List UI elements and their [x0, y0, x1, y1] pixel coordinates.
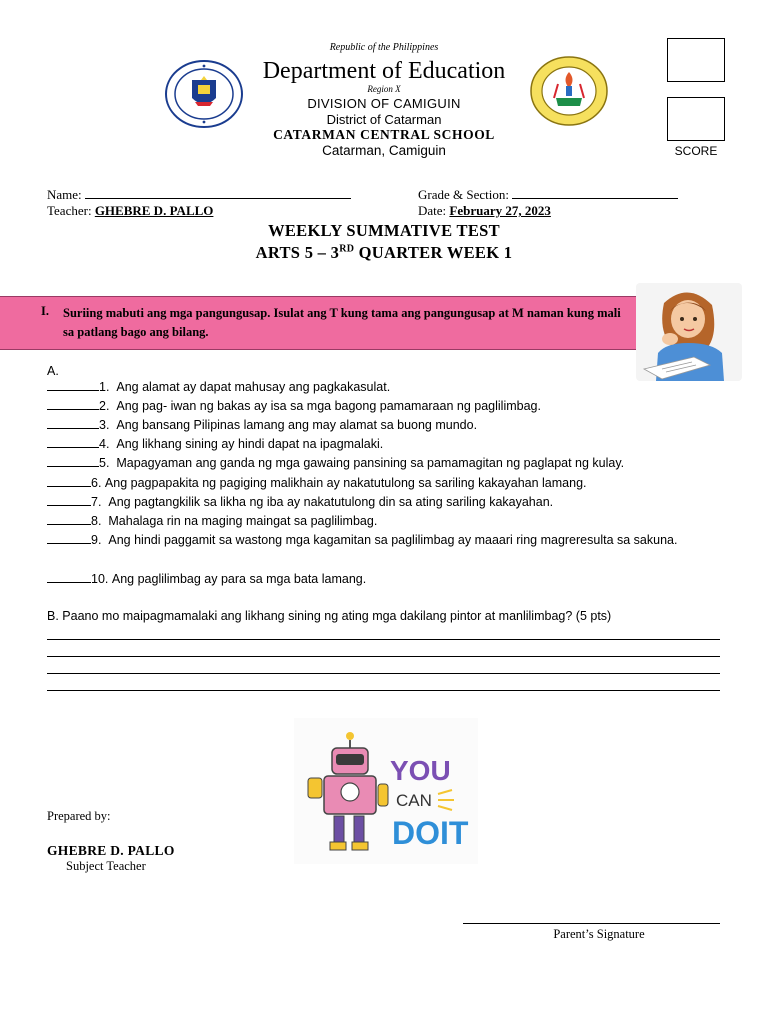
part-b-question: B. Paano mo maipagmamalaki ang likhang sining ng ating mga dakilang pintor at manlilimbag? (5 pts) — [47, 609, 612, 623]
name-label: Name: — [47, 187, 82, 202]
list-item — [47, 436, 722, 452]
item-number: 4. — [99, 437, 110, 451]
list-item — [47, 571, 722, 587]
date-value: February 27, 2023 — [449, 203, 551, 218]
item-text: Ang paglilimbag ay para sa mga bata lamang. — [111, 572, 367, 586]
item-number: 6. — [91, 476, 102, 490]
score-box-top[interactable] — [667, 38, 725, 82]
list-item — [47, 455, 722, 471]
prepared-by-label: Prepared by: — [47, 809, 111, 823]
list-item — [47, 379, 722, 395]
date-row — [418, 203, 551, 219]
item-number: 5. — [99, 456, 110, 470]
list-item — [47, 475, 722, 491]
item-text: Ang pag- iwan ng bakas ay isa sa mga bagong pamamaraan ng paglilimbag. — [116, 399, 541, 413]
list-item — [47, 513, 722, 529]
item-text: Ang pagpapakita ng pagiging malikhain ay nakatutulong sa sariling kakayahan lamang. — [104, 476, 587, 490]
answer-blank-2[interactable] — [47, 398, 99, 410]
subtitle-suffix: QUARTER WEEK 1 — [354, 243, 513, 262]
item-number: 2. — [99, 399, 110, 413]
item-text: Ang bansang Pilipinas lamang ang may alamat sa buong mundo. — [116, 418, 478, 432]
test-subtitle — [0, 243, 768, 263]
prepared-by-title: Subject Teacher — [66, 859, 146, 873]
list-item — [47, 494, 722, 510]
answer-blank-5[interactable] — [47, 455, 99, 467]
item-number: 1. — [99, 380, 110, 394]
item-number: 9. — [91, 533, 102, 547]
grade-field[interactable] — [512, 186, 678, 199]
school-location: Catarman, Camiguin — [322, 143, 446, 158]
deped-seal-logo — [162, 58, 246, 130]
school-seal-logo — [528, 54, 610, 128]
subtitle-superscript: RD — [339, 243, 355, 255]
score-box-bottom[interactable] — [667, 97, 725, 141]
answer-line-1[interactable] — [47, 639, 720, 640]
instruction-number: I. — [41, 304, 49, 318]
name-row — [47, 186, 351, 203]
item-number: 7. — [91, 495, 102, 509]
prepared-by-name: GHEBRE D. PALLO — [47, 843, 175, 858]
district-text: District of Catarman — [326, 112, 442, 127]
republic-text: Republic of the Philippines — [329, 42, 439, 53]
answer-blank-10[interactable] — [47, 571, 91, 583]
parent-signature-label: Parent’s Signature — [553, 927, 645, 941]
answer-blank-4[interactable] — [47, 436, 99, 448]
test-title: WEEKLY SUMMATIVE TEST — [268, 221, 500, 240]
answer-blank-8[interactable] — [47, 513, 91, 525]
list-item — [47, 417, 722, 433]
date-label: Date: — [418, 203, 447, 218]
list-item — [47, 532, 722, 548]
instruction-text: Suriing mabuti ang mga pangungusap. Isulat ang T kung tama ang pangungusap at M naman kung mali sa patlang bago ang bilang. — [63, 306, 621, 339]
item-text: Ang likhang sining ay hindi dapat na ipagmalaki. — [116, 437, 384, 451]
answer-blank-3[interactable] — [47, 417, 99, 429]
item-number: 8. — [91, 514, 102, 528]
answer-blank-6[interactable] — [47, 475, 91, 487]
answer-line-4[interactable] — [47, 690, 720, 691]
division-text: DIVISION OF CAMIGUIN — [307, 96, 461, 111]
answer-line-2[interactable] — [47, 656, 720, 657]
subtitle-prefix: ARTS 5 – 3 — [255, 243, 340, 262]
item-text: Ang pagtangkilik sa likha ng iba ay nakatutulong din sa ating sariling kakayahan. — [108, 495, 554, 509]
teacher-row — [47, 203, 213, 219]
sticker-you: YOU — [390, 755, 451, 786]
name-field[interactable] — [85, 186, 351, 199]
item-number: 10. — [91, 572, 109, 586]
answer-line-3[interactable] — [47, 673, 720, 674]
region-text: Region X — [367, 84, 401, 94]
answer-blank-9[interactable] — [47, 532, 91, 544]
item-text: Mapagyaman ang ganda ng mga gawaing pansining sa pamamagitan ng paglapat ng kulay. — [116, 456, 625, 470]
item-text: Mahalaga rin na maging maingat sa paglilimbag. — [108, 514, 378, 528]
answer-blank-1[interactable] — [47, 379, 99, 391]
item-text: Ang hindi paggamit sa wastong mga kagamitan sa paglilimbag ay maaari ring magreresulta sa sakuna. — [108, 533, 678, 547]
sticker-doit: DOIT — [392, 815, 469, 851]
answer-blank-7[interactable] — [47, 494, 91, 506]
score-label: SCORE — [674, 144, 718, 158]
you-can-do-it-sticker — [294, 718, 478, 864]
teacher-label: Teacher: — [47, 203, 92, 218]
grade-label: Grade & Section: — [418, 187, 509, 202]
list-item — [47, 398, 722, 414]
grade-row — [418, 186, 678, 203]
part-a-label: A. — [47, 364, 59, 378]
parent-signature-line[interactable] — [463, 923, 720, 924]
department-title: Department of Education — [262, 58, 506, 84]
sticker-can: CAN — [396, 791, 432, 810]
item-number: 3. — [99, 418, 110, 432]
item-text: Ang alamat ay dapat mahusay ang pagkakasulat. — [116, 380, 391, 394]
school-name: CATARMAN CENTRAL SCHOOL — [273, 127, 495, 142]
teacher-value: GHEBRE D. PALLO — [94, 203, 214, 218]
